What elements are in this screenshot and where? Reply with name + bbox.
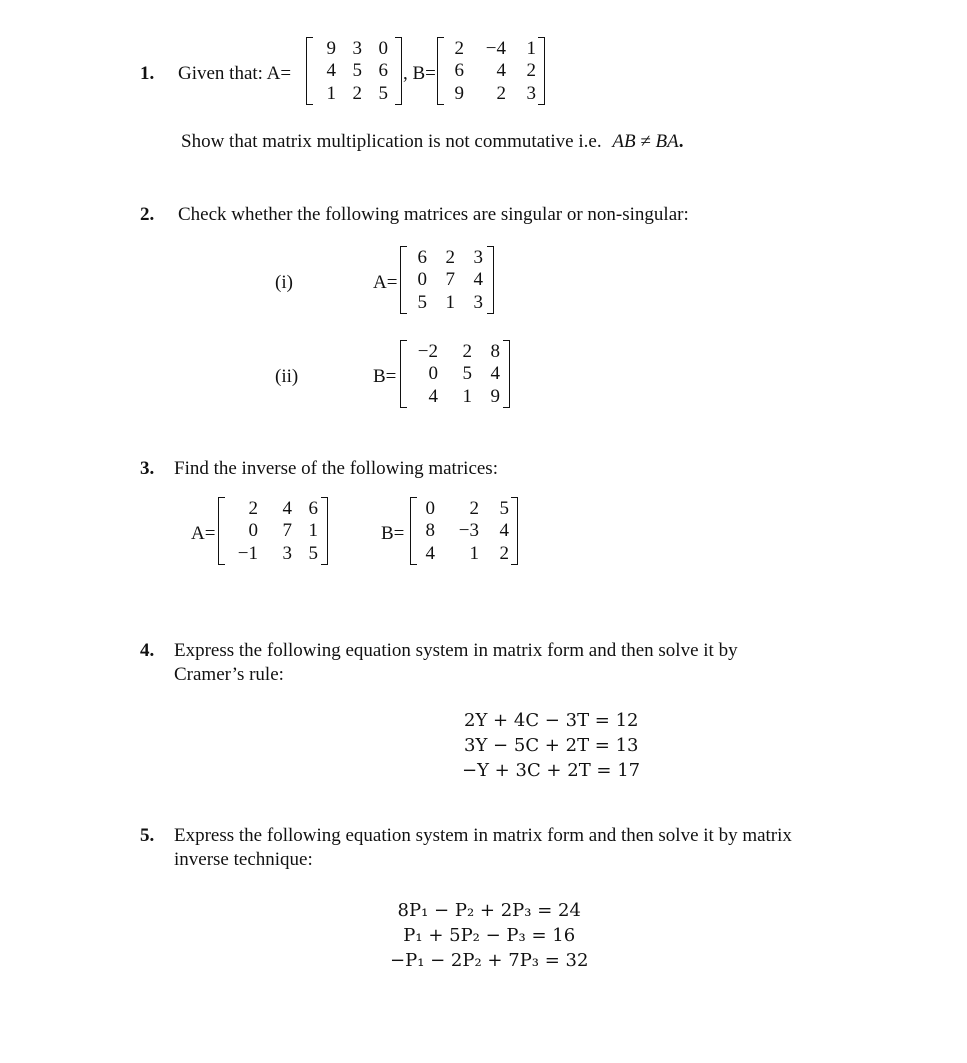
matrix-cell: 1	[445, 292, 455, 314]
matrix-cell: 0	[417, 269, 427, 291]
matrix-cell: 5	[417, 292, 427, 314]
q4-number: 4.	[140, 640, 155, 661]
matrix-cell: 8	[425, 520, 435, 542]
matrix-cell: 2	[454, 37, 464, 59]
matrix-cell: 0	[425, 497, 435, 519]
matrix-cell: 6	[378, 60, 388, 82]
q1-prefix: Given that: A=	[178, 63, 292, 84]
matrix-cell: 4	[425, 543, 435, 565]
matrix-grid	[410, 497, 518, 565]
q4-line1: Express the following equation system in matrix form and then solve it by	[174, 640, 738, 661]
equation: −Y + 3C + 2T = 17	[462, 760, 641, 781]
q3-number: 3.	[140, 458, 155, 479]
matrix-cell: 5	[378, 83, 388, 105]
matrix-grid	[437, 37, 545, 105]
matrix-cell: 7	[282, 520, 292, 542]
q3-matrix-a	[218, 497, 328, 565]
q1-number: 1.	[140, 63, 155, 84]
matrix-cell: 2	[352, 83, 362, 105]
q1-matrix-a	[306, 37, 402, 105]
matrix-cell: 3	[473, 292, 483, 314]
equation: 8P₁ − P₂ + 2P₃ = 24	[397, 900, 581, 921]
q2-part1-label: (i)	[275, 272, 293, 293]
matrix-cell: 5	[352, 60, 362, 82]
q2-number: 2.	[140, 204, 155, 225]
equation: 3Y − 5C + 2T = 13	[464, 735, 639, 756]
q1-relation: AB ≠ BA	[612, 131, 679, 152]
matrix-cell: 4	[326, 60, 336, 82]
q3-matrix-b	[410, 497, 518, 565]
matrix-cell: 1	[462, 386, 472, 408]
q5-equations	[390, 898, 588, 973]
matrix-cell: 0	[428, 363, 438, 385]
matrix-cell: 4	[428, 386, 438, 408]
q1-instruction-text: Show that matrix multiplication is not commutative i.e.	[181, 131, 602, 152]
matrix-cell: 1	[326, 83, 336, 105]
matrix-cell: 3	[473, 246, 483, 268]
matrix-cell: 0	[248, 520, 258, 542]
matrix-grid	[306, 37, 402, 105]
matrix-cell: 3	[526, 83, 536, 105]
matrix-cell: 1	[308, 520, 318, 542]
q5-line2: inverse technique:	[174, 849, 313, 870]
q3-a-prefix: A=	[191, 523, 216, 544]
matrix-cell: 5	[308, 543, 318, 565]
matrix-cell: −4	[485, 37, 506, 59]
q4-equations	[462, 708, 640, 783]
matrix-grid	[400, 246, 494, 314]
q1-period: .	[678, 131, 684, 152]
q4-line2: Cramer’s rule:	[174, 664, 284, 685]
matrix-cell: 2	[469, 497, 479, 519]
matrix-cell: 0	[378, 37, 388, 59]
matrix-cell: 4	[499, 520, 509, 542]
q5-line1: Express the following equation system in matrix form and then solve it by matrix	[174, 825, 792, 846]
matrix-grid	[218, 497, 328, 565]
matrix-cell: 4	[473, 269, 483, 291]
matrix-cell: 9	[454, 83, 464, 105]
equation: 2Y + 4C − 3T = 12	[464, 710, 639, 731]
q2-text: Check whether the following matrices are singular or non-singular:	[178, 204, 689, 225]
matrix-cell: 4	[490, 363, 500, 385]
matrix-cell: 2	[496, 83, 506, 105]
matrix-cell: 2	[248, 497, 258, 519]
matrix-cell: −3	[458, 520, 479, 542]
q1-separator: , B=	[403, 63, 436, 84]
matrix-cell: −2	[417, 340, 438, 362]
q2-matrix-a	[400, 246, 494, 314]
matrix-cell: −1	[237, 543, 258, 565]
matrix-cell: 3	[352, 37, 362, 59]
matrix-cell: 1	[469, 543, 479, 565]
matrix-cell: 2	[526, 60, 536, 82]
q2-part2-label: (ii)	[275, 366, 299, 387]
q2-part1-prefix: A=	[373, 272, 398, 293]
matrix-cell: 8	[490, 340, 500, 362]
matrix-cell: 6	[417, 246, 427, 268]
matrix-cell: 5	[499, 497, 509, 519]
matrix-cell: 6	[454, 60, 464, 82]
equation: P₁ + 5P₂ − P₃ = 16	[403, 925, 576, 946]
matrix-cell: 2	[462, 340, 472, 362]
matrix-cell: 6	[308, 497, 318, 519]
matrix-cell: 9	[326, 37, 336, 59]
q3-text: Find the inverse of the following matrices:	[174, 458, 498, 479]
matrix-cell: 9	[490, 386, 500, 408]
matrix-cell: 1	[526, 37, 536, 59]
matrix-cell: 7	[445, 269, 455, 291]
matrix-cell: 4	[282, 497, 292, 519]
matrix-cell: 4	[496, 60, 506, 82]
q1-matrix-b	[437, 37, 545, 105]
q2-matrix-b	[400, 340, 510, 408]
matrix-cell: 3	[282, 543, 292, 565]
matrix-cell: 2	[445, 246, 455, 268]
equation: −P₁ − 2P₂ + 7P₃ = 32	[390, 950, 589, 971]
q2-part2-prefix: B=	[373, 366, 397, 387]
matrix-cell: 5	[462, 363, 472, 385]
q5-number: 5.	[140, 825, 155, 846]
q3-b-prefix: B=	[381, 523, 405, 544]
matrix-grid	[400, 340, 510, 408]
q1-instruction	[181, 132, 683, 151]
matrix-cell: 2	[499, 543, 509, 565]
